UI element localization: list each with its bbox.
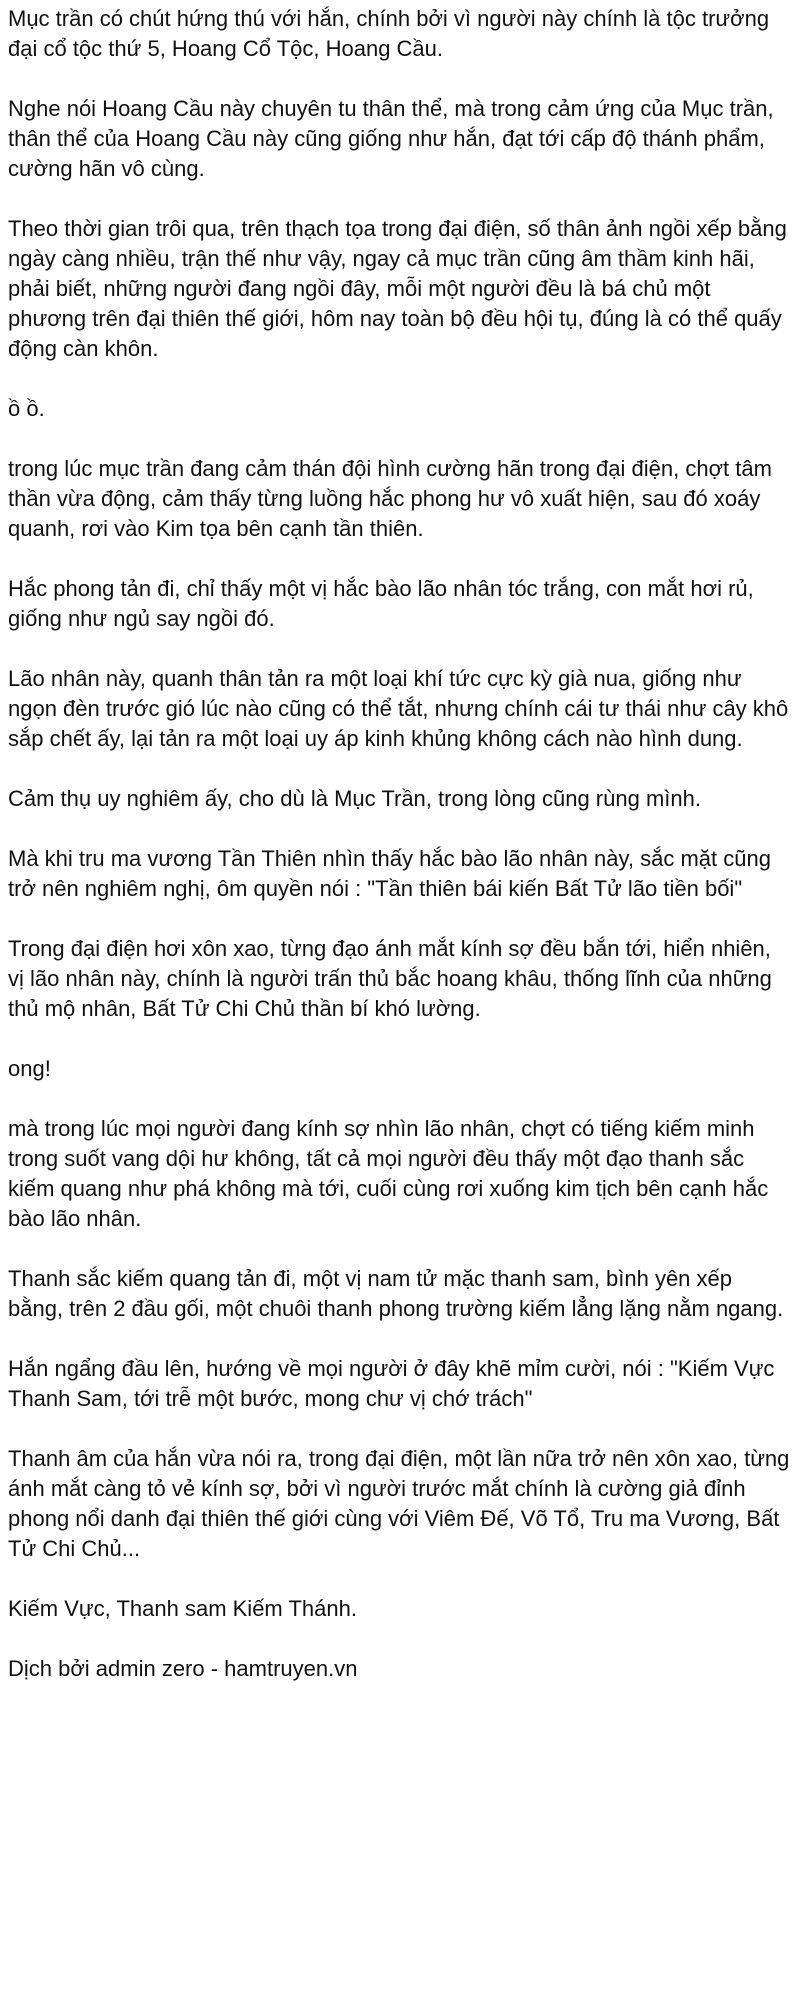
paragraph: Nghe nói Hoang Cầu này chuyên tu thân thể, mà trong cảm ứng của Mục trần, thân thể của Hoang Cầu này cũng giống như hắn, đạt tới cấp độ thánh phẩm, cường hãn vô cùng. <box>8 96 774 181</box>
paragraph: mà trong lúc mọi người đang kính sợ nhìn lão nhân, chợt có tiếng kiếm minh trong suốt vang dội hư không, tất cả mọi người đều thấy một đạo thanh sắc kiếm quang như phá không mà tới, cuối cùng rơi xuống kim tịch bên cạnh hắc bào lão nhân. <box>8 1116 769 1231</box>
paragraph: Hắn ngẩng đầu lên, hướng về mọi người ở đây khẽ mỉm cười, nói : "Kiếm Vực Thanh Sam, tới trễ một bước, mong chư vị chớ trách" <box>8 1356 775 1411</box>
paragraph: ồ ồ. <box>8 396 45 421</box>
translator-credit: Dịch bởi admin zero - hamtruyen.vn <box>8 1656 358 1681</box>
paragraph: Mục trần có chút hứng thú với hắn, chính bởi vì người này chính là tộc trưởng đại cổ tộc thứ 5, Hoang Cổ Tộc, Hoang Cầu. <box>8 6 770 61</box>
paragraph: Theo thời gian trôi qua, trên thạch tọa trong đại điện, số thân ảnh ngồi xếp bằng ngày càng nhiều, trận thế như vậy, ngay cả mục trần cũng âm thầm kinh hãi, phải biết, những người đang ngồi đây, mỗi một người đều là bá chủ một phương trên đại thiên thế giới, hôm nay toàn bộ đều hội tụ, đúng là có thể quấy động càn khôn. <box>8 216 787 361</box>
paragraph: Hắc phong tản đi, chỉ thấy một vị hắc bào lão nhân tóc trắng, con mắt hơi rủ, giống như ngủ say ngồi đó. <box>8 576 754 631</box>
paragraph: Cảm thụ uy nghiêm ấy, cho dù là Mục Trần, trong lòng cũng rùng mình. <box>8 786 701 811</box>
paragraph: Thanh âm của hắn vừa nói ra, trong đại điện, một lần nữa trở nên xôn xao, từng ánh mắt càng tỏ vẻ kính sợ, bởi vì người trước mắt chính là cường giả đỉnh phong nổi danh đại thiên thế giới cùng với Viêm Đế, Võ Tổ, Tru ma Vương, Bất Tử Chi Chủ... <box>8 1446 790 1561</box>
paragraph: trong lúc mục trần đang cảm thán đội hình cường hãn trong đại điện, chợt tâm thần vừa động, cảm thấy từng luồng hắc phong hư vô xuất hiện, sau đó xoáy quanh, rơi vào Kim tọa bên cạnh tần thiên. <box>8 456 772 541</box>
paragraph: ong! <box>8 1056 51 1081</box>
paragraph: Trong đại điện hơi xôn xao, từng đạo ánh mắt kính sợ đều bắn tới, hiển nhiên, vị lão nhân này, chính là người trấn thủ bắc hoang khâu, thống lĩnh của những thủ mộ nhân, Bất Tử Chi Chủ thần bí khó lường. <box>8 936 772 1021</box>
paragraph: Mà khi tru ma vương Tần Thiên nhìn thấy hắc bào lão nhân này, sắc mặt cũng trở nên nghiêm nghị, ôm quyền nói : "Tần thiên bái kiến Bất Tử lão tiền bối" <box>8 846 771 901</box>
paragraph: Lão nhân này, quanh thân tản ra một loại khí tức cực kỳ già nua, giống như ngọn đèn trước gió lúc nào cũng có thể tắt, nhưng chính cái tư thái như cây khô sắp chết ấy, lại tản ra một loại uy áp kinh khủng không cách nào hình dung. <box>8 666 789 751</box>
paragraph: Thanh sắc kiếm quang tản đi, một vị nam tử mặc thanh sam, bình yên xếp bằng, trên 2 đầu gối, một chuôi thanh phong trường kiếm lẳng lặng nằm ngang. <box>8 1266 784 1321</box>
paragraph: Kiếm Vực, Thanh sam Kiếm Thánh. <box>8 1596 357 1621</box>
